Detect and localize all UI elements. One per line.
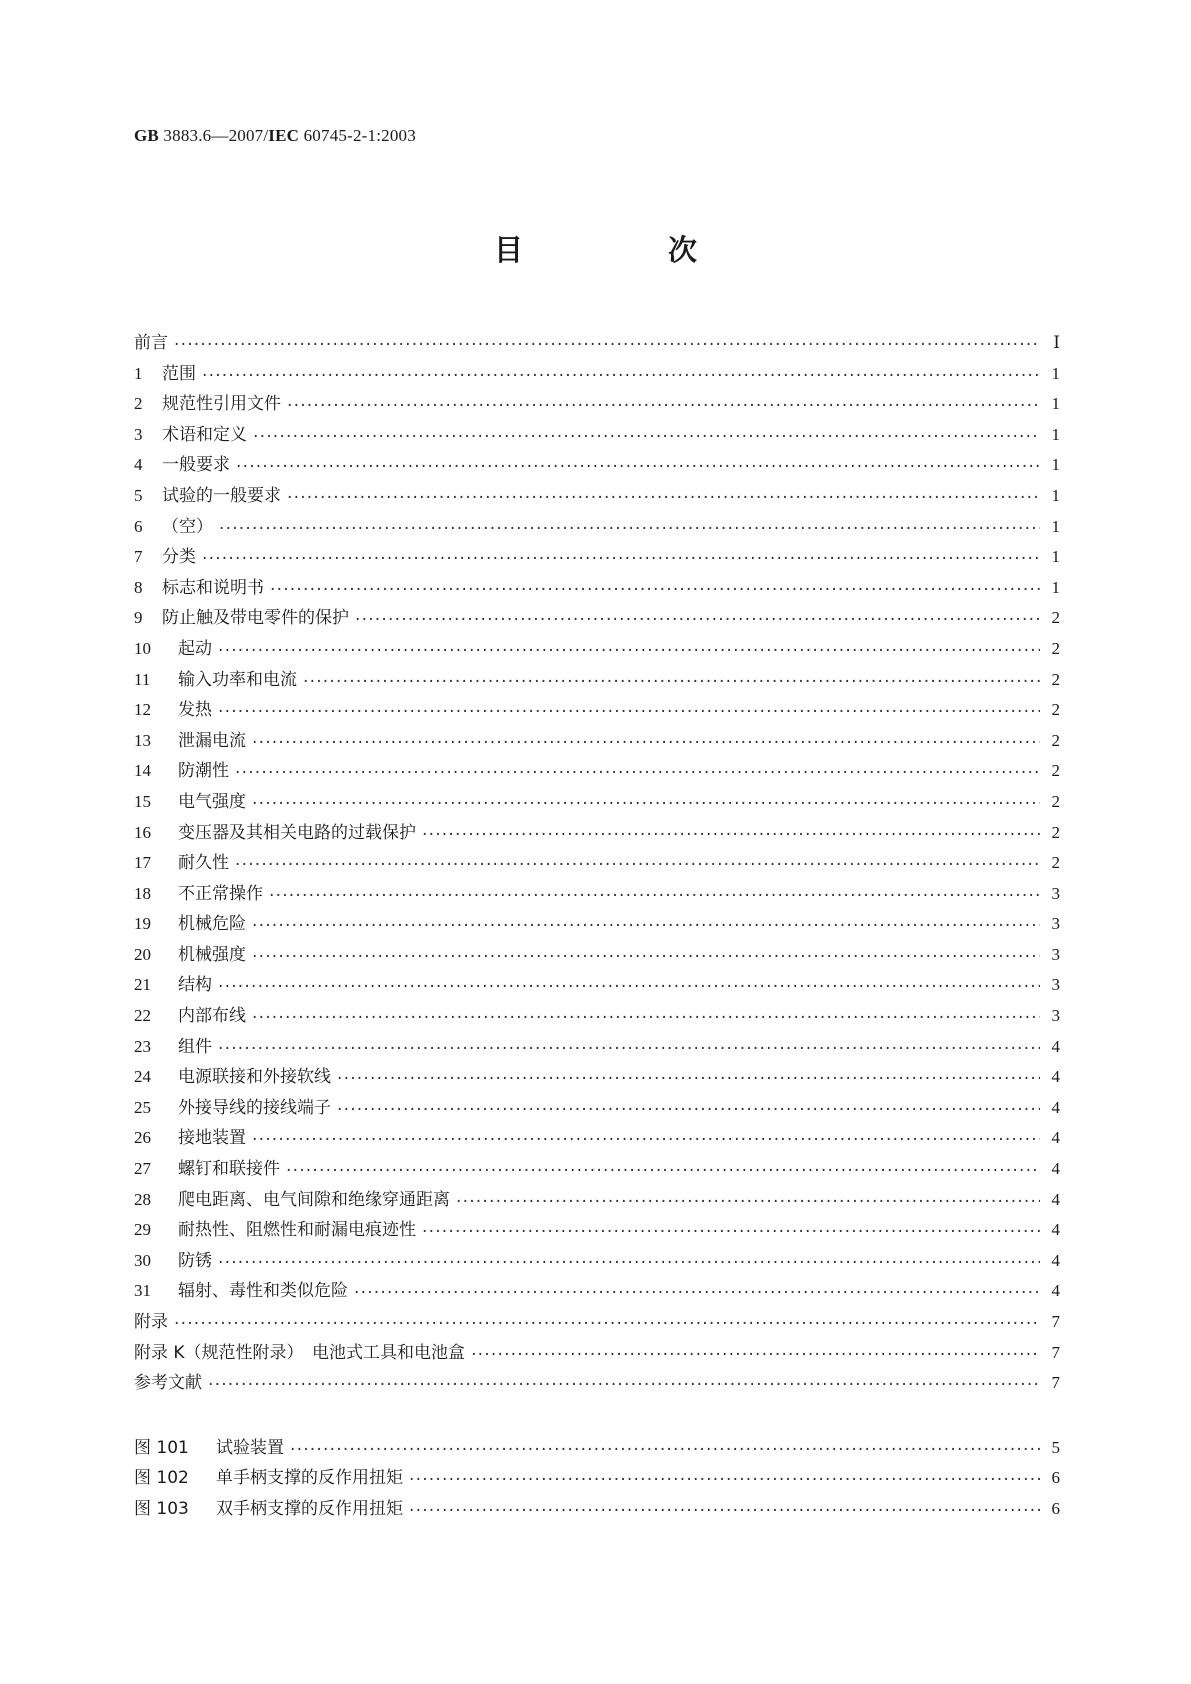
toc-entry-title: 输入功率和电流 [178,669,297,690]
toc-entry-title: 泄漏电流 [178,730,246,751]
toc-entry-title: 电源联接和外接软线 [178,1067,331,1088]
page-number: 3 [1051,914,1060,934]
page-number: 2 [1051,638,1060,658]
page-number: 2 [1051,608,1060,628]
toc-entry-number: 11 [134,669,151,689]
dot-leader [236,457,1040,474]
toc-entry[interactable] [134,879,1060,910]
dot-leader [409,1470,1040,1487]
toc-entry[interactable] [134,1032,1060,1063]
dot-leader [252,947,1040,964]
dot-leader [422,1222,1040,1239]
page-number: 2 [1051,669,1060,689]
toc-entry-title: 不正常操作 [178,883,263,904]
toc-entry[interactable] [134,1215,1060,1246]
code-prefix: GB [134,126,159,145]
toc-entry-number: 13 [134,730,151,750]
toc-entry-title: 前言 [134,333,168,353]
toc-entry-title: 变压器及其相关电路的过载保护 [178,822,416,843]
dot-leader [218,1253,1040,1270]
page-number: 3 [1051,883,1060,903]
figure-title: 单手柄支撑的反作用扭矩 [216,1468,403,1489]
page-number: 2 [1051,700,1060,720]
page-number: 4 [1051,1036,1060,1056]
toc-entry-title: 螺钉和联接件 [178,1159,280,1180]
dot-leader [409,1501,1040,1518]
toc-entry-title: 防潮性 [178,761,229,782]
dot-leader [219,519,1040,536]
toc-entry[interactable] [134,1062,1060,1093]
toc-entry[interactable] [134,359,1060,390]
document-code [134,126,416,146]
dot-leader [269,886,1040,903]
toc-entry[interactable] [134,818,1060,849]
page-number: 2 [1051,822,1060,842]
toc-entry[interactable] [134,665,1060,696]
dot-leader [286,1161,1040,1178]
page-number: 2 [1051,791,1060,811]
toc-entry-title: 防止触及带电零件的保护 [162,608,349,629]
page-number: 3 [1051,975,1060,995]
page-number: 6 [1051,1468,1060,1488]
figure-entry[interactable] [134,1463,1060,1494]
dot-leader [270,580,1040,597]
toc-entry-title: 组件 [178,1036,212,1057]
toc-entry-number: 26 [134,1128,151,1148]
page-number: 1 [1051,394,1060,414]
toc-entry[interactable] [134,450,1060,481]
toc-entry[interactable] [134,542,1060,573]
toc-entry-number: 29 [134,1220,151,1240]
toc-entry-number: 12 [134,700,151,720]
dot-leader [252,1008,1040,1025]
figure-title: 试验装置 [216,1437,284,1458]
page-number: 1 [1051,363,1060,383]
toc-entry[interactable] [134,512,1060,543]
dot-leader [252,916,1040,933]
toc-entry-number: 30 [134,1250,151,1270]
dot-leader [253,427,1040,444]
toc-entry-title: 结构 [178,975,212,996]
toc-entry-number: 23 [134,1036,151,1056]
toc-entry-title: 防锈 [178,1250,212,1271]
toc-entry-title: 规范性引用文件 [162,394,281,415]
toc-entry[interactable] [134,573,1060,604]
dot-leader [174,335,1040,352]
toc-entry-number: 4 [134,455,143,475]
page-number: 4 [1051,1220,1060,1240]
page-number: 1 [1051,455,1060,475]
toc-entry-number: 7 [134,547,143,567]
toc-entry-number: 28 [134,1189,151,1209]
dot-leader [456,1192,1040,1209]
toc-entry-title: 参考文献 [134,1373,202,1394]
page-number: 1 [1051,424,1060,444]
toc-entry-number: 31 [134,1281,151,1301]
page-number: 2 [1051,761,1060,781]
dot-leader [337,1100,1040,1117]
toc-entry-number: 9 [134,608,143,628]
dot-leader [287,488,1040,505]
dot-leader [218,977,1040,994]
toc-entry-title: 机械强度 [178,944,246,965]
toc-entry-title: 耐热性、阻燃性和耐漏电痕迹性 [178,1220,416,1241]
dot-leader [218,641,1040,658]
page-number: 4 [1051,1281,1060,1301]
toc-entry[interactable] [134,389,1060,420]
toc-entry[interactable] [134,726,1060,757]
toc-entry[interactable] [134,1338,1060,1369]
toc-entry[interactable] [134,970,1060,1001]
toc-entry-number: 15 [134,791,151,811]
toc-entry-number: 25 [134,1097,151,1117]
dot-leader [202,366,1040,383]
toc-entry-title: 起动 [178,638,212,659]
toc-entry-number: 27 [134,1159,151,1179]
toc-entry-title: 耐久性 [178,853,229,874]
toc-entry[interactable] [134,1276,1060,1307]
dot-leader [471,1345,1040,1362]
toc-entry[interactable] [134,848,1060,879]
toc-entry-number: 21 [134,975,151,995]
dot-leader [218,1039,1040,1056]
toc-entry-number: 20 [134,944,151,964]
figure-number: 图 101 [134,1437,189,1458]
page-number: 1 [1051,547,1060,567]
toc-entry-title: （空） [162,516,213,537]
section-gap [134,1399,1060,1433]
toc-entry-number: 1 [134,363,143,383]
toc-entry[interactable] [134,787,1060,818]
toc-entry-title: 附录 [134,1312,168,1332]
toc-entry-title: 标志和说明书 [162,577,264,598]
toc-entry[interactable] [134,603,1060,634]
toc-entry-title: 术语和定义 [162,424,247,445]
dot-leader [354,1283,1040,1300]
toc-entry-title: 接地装置 [178,1128,246,1149]
toc-entry[interactable] [134,1123,1060,1154]
toc-entry[interactable] [134,695,1060,726]
toc-entry-title: 机械危险 [178,914,246,935]
toc-entry-number: 22 [134,1006,151,1026]
toc-entry-title: 内部布线 [178,1006,246,1027]
page-number: 4 [1051,1097,1060,1117]
page-number: Ⅰ [1053,333,1060,352]
toc-entry[interactable] [134,909,1060,940]
dot-leader [235,855,1040,872]
page-number: 2 [1051,853,1060,873]
page-number: 5 [1051,1437,1060,1457]
toc-entry[interactable] [134,1246,1060,1277]
figure-entry[interactable] [134,1433,1060,1464]
toc-entry-number: 5 [134,485,143,505]
page-number: 4 [1051,1250,1060,1270]
code-iec-prefix: IEC [268,126,300,145]
toc-entry[interactable] [134,1368,1060,1399]
toc-entry-title: 爬电距离、电气间隙和绝缘穿通距离 [178,1189,450,1210]
toc-entry[interactable] [134,1154,1060,1185]
dot-leader [355,610,1040,627]
page-number: 7 [1051,1342,1060,1362]
page-number: 4 [1051,1067,1060,1087]
toc-entry-title: 附录 K（规范性附录） 电池式工具和电池盒 [134,1342,466,1363]
toc-entry-number: 16 [134,822,151,842]
toc-entry-number: 2 [134,394,143,414]
toc-entry[interactable] [134,1307,1060,1338]
toc-entry-number: 19 [134,914,151,934]
page-number: 3 [1051,944,1060,964]
toc-entry-title: 辐射、毒性和类似危险 [178,1281,348,1302]
toc-entry-number: 24 [134,1067,151,1087]
toc-entry[interactable] [134,481,1060,512]
dot-leader [337,1069,1040,1086]
toc-entry[interactable] [134,420,1060,451]
page-number: 4 [1051,1128,1060,1148]
toc-entry-title: 范围 [162,363,196,384]
dot-leader [290,1440,1040,1457]
dot-leader [252,733,1040,750]
page-number: 1 [1051,485,1060,505]
dot-leader [235,763,1040,780]
dot-leader [303,672,1040,689]
toc-entry-title: 外接导线的接线端子 [178,1097,331,1118]
page-number: 4 [1051,1189,1060,1209]
toc-entry-number: 3 [134,424,143,444]
dot-leader [218,702,1040,719]
dot-leader [422,825,1040,842]
dot-leader [174,1314,1040,1331]
table-of-contents [134,328,1060,1525]
page-number: 3 [1051,1006,1060,1026]
toc-entry-title: 一般要求 [162,455,230,476]
dot-leader [252,1130,1040,1147]
toc-entry-title: 发热 [178,700,212,721]
toc-entry[interactable] [134,940,1060,971]
page-number: 4 [1051,1159,1060,1179]
code-iec-number: 60745-2-1:2003 [299,126,416,145]
toc-entry-number: 10 [134,638,151,658]
page-number: 6 [1051,1498,1060,1518]
dot-leader [287,396,1040,413]
figure-number: 图 103 [134,1498,189,1519]
code-number: 3883.6—2007/ [158,126,269,145]
page-number: 1 [1051,516,1060,536]
page-number: 7 [1051,1312,1060,1331]
toc-entry[interactable] [134,634,1060,665]
toc-entry[interactable] [134,1185,1060,1216]
figure-entry[interactable] [134,1494,1060,1525]
figure-title: 双手柄支撑的反作用扭矩 [216,1498,403,1519]
toc-entry[interactable] [134,1093,1060,1124]
page-number: 1 [1051,577,1060,597]
toc-entry[interactable] [134,1001,1060,1032]
toc-entry[interactable] [134,328,1060,359]
toc-entry-number: 14 [134,761,151,781]
toc-entry-number: 6 [134,516,143,536]
page-number: 2 [1051,730,1060,750]
dot-leader [202,549,1040,566]
dot-leader [252,794,1040,811]
toc-entry[interactable] [134,756,1060,787]
dot-leader [208,1375,1040,1392]
toc-entry-title: 试验的一般要求 [162,485,281,506]
figure-number: 图 102 [134,1468,189,1489]
toc-entry-number: 18 [134,883,151,903]
page-title: 目 次 [493,233,755,267]
toc-entry-title: 电气强度 [178,791,246,812]
toc-entry-number: 8 [134,577,143,597]
toc-entry-number: 17 [134,853,151,873]
toc-entry-title: 分类 [162,547,196,568]
page-number: 7 [1051,1373,1060,1393]
